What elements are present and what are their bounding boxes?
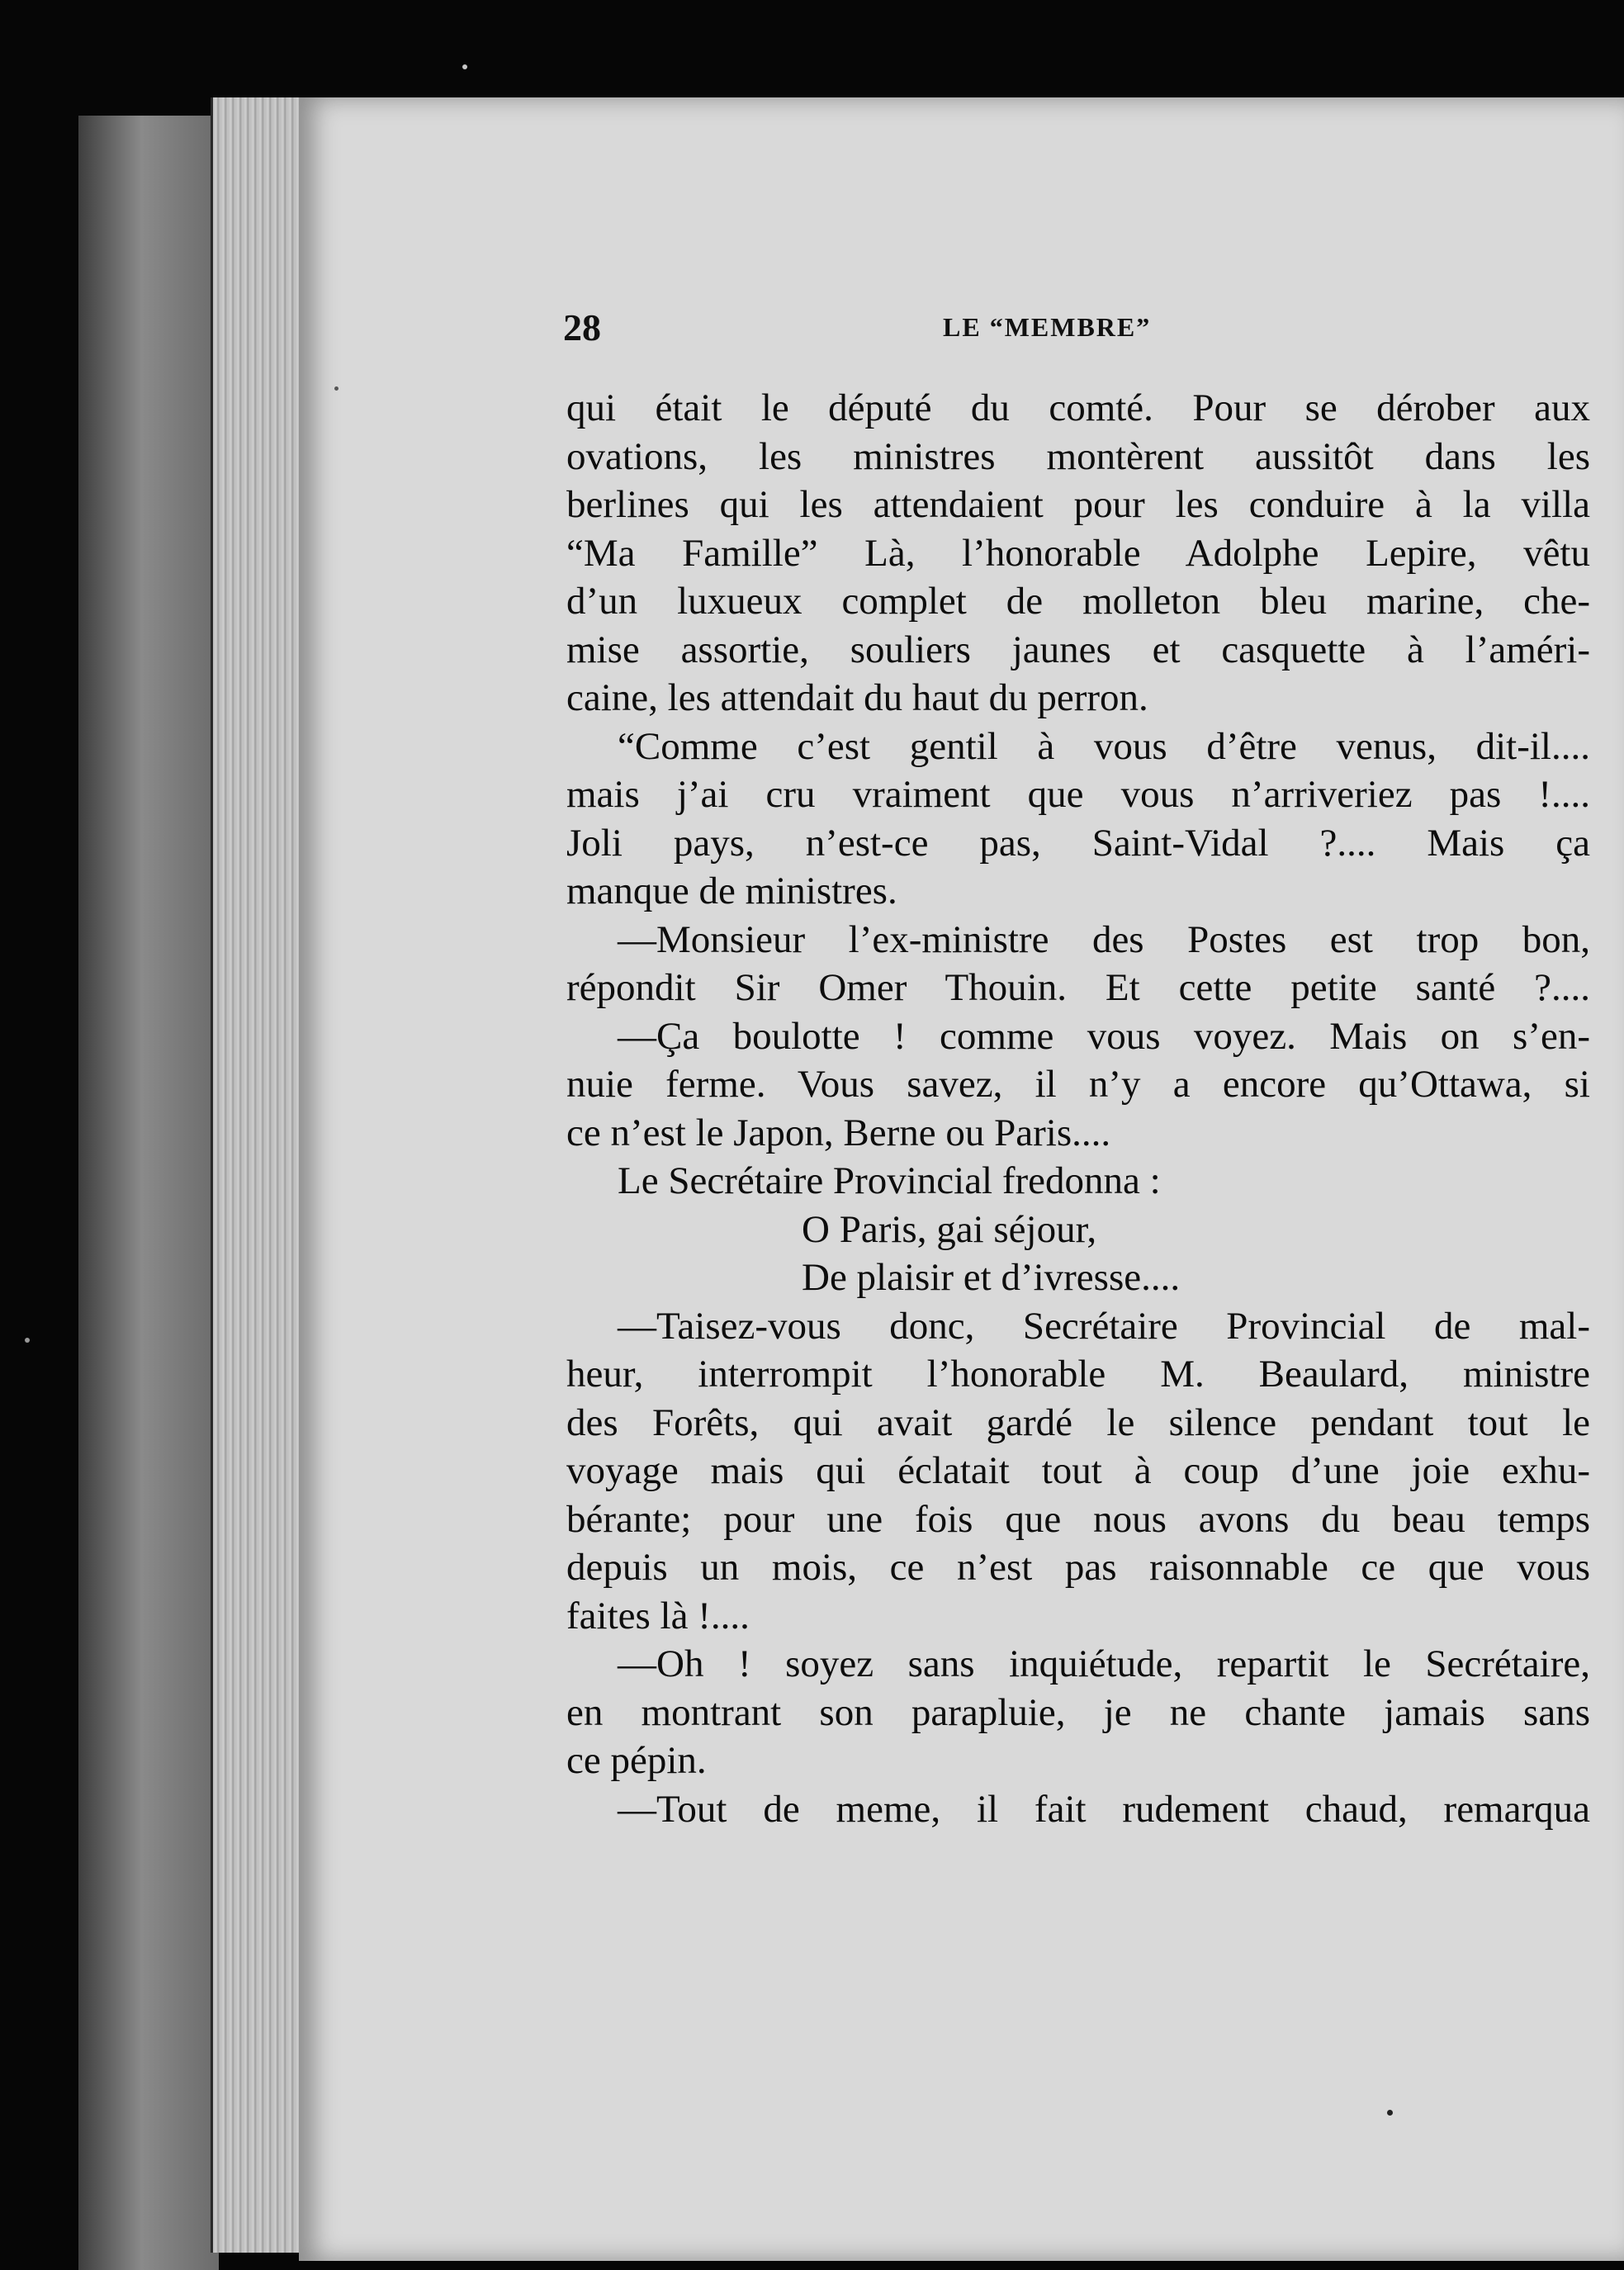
text-line: mise assortie, souliers jaunes et casquette à l’améri- [566, 628, 1590, 671]
text-line: caine, les attendait du haut du perron. [566, 676, 1148, 719]
verse-line: De plaisir et d’ivresse.... [802, 1256, 1181, 1299]
page-stack-edge [211, 97, 304, 2253]
text-line: heur, interrompit l’honorable M. Beaulard, ministre [566, 1353, 1590, 1396]
text-line: bérante; pour une fois que nous avons du beau temps [566, 1497, 1590, 1541]
text-line: Joli pays, n’est-ce pas, Saint-Vidal ?.... Mais ça [566, 821, 1590, 865]
text-line: Le Secrétaire Provincial fredonna : [618, 1159, 1161, 1202]
dust-speck [334, 386, 339, 391]
text-line: manque de ministres. [566, 870, 897, 912]
text-line: des Forêts, qui avait gardé le silence pendant tout le [566, 1400, 1590, 1444]
text-line: qui était le député du comté. Pour se dérober aux [566, 386, 1590, 429]
verse-line: O Paris, gai séjour, [802, 1207, 1097, 1251]
text-line: —Oh ! soyez sans inquiétude, repartit le Secrétaire, [618, 1642, 1590, 1685]
text-line: répondit Sir Omer Thouin. Et cette petite santé ?.... [566, 966, 1590, 1009]
text-line: berlines qui les attendaient pour les conduire à la villa [566, 483, 1590, 526]
text-line: depuis un mois, ce n’est pas raisonnable ce que vous [566, 1546, 1590, 1589]
text-line: —Taisez-vous donc, Secrétaire Provincial de mal- [618, 1304, 1590, 1348]
dust-speck [462, 64, 467, 69]
book-edge-shadow [78, 116, 219, 2270]
running-head: LE “MEMBRE” [943, 312, 1152, 342]
dust-speck [25, 1338, 30, 1343]
page-header [563, 306, 1554, 363]
text-line: —Monsieur l’ex-ministre des Postes est trop bon, [618, 917, 1590, 961]
text-line: faites là !.... [566, 1594, 750, 1637]
text-line: ce pépin. [566, 1739, 707, 1782]
text-line: “Ma Famille” Là, l’honorable Adolphe Lepire, vêtu [566, 531, 1590, 575]
text-line: ce n’est le Japon, Berne ou Paris.... [566, 1111, 1111, 1154]
dust-speck [1387, 2110, 1393, 2116]
body-text [566, 384, 1590, 1833]
text-line: “Comme c’est gentil à vous d’être venus, dit-il.... [618, 724, 1590, 768]
text-line: —Ça boulotte ! comme vous voyez. Mais on s’en- [618, 1014, 1590, 1058]
text-line: d’un luxueux complet de molleton bleu marine, che- [566, 580, 1590, 623]
text-line: mais j’ai cru vraiment que vous n’arriveriez pas !.... [566, 773, 1590, 816]
text-line: ovations, les ministres montèrent aussitôt dans les [566, 434, 1590, 478]
page-number: 28 [563, 306, 601, 348]
text-line: en montrant son parapluie, je ne chante jamais sans [566, 1690, 1590, 1734]
text-line: nuie ferme. Vous savez, il n’y a encore qu’Ottawa, si [566, 1063, 1590, 1106]
text-line: voyage mais qui éclatait tout à coup d’une joie exhu- [566, 1449, 1590, 1492]
text-line: —Tout de meme, il fait rudement chaud, remarqua [618, 1787, 1590, 1831]
